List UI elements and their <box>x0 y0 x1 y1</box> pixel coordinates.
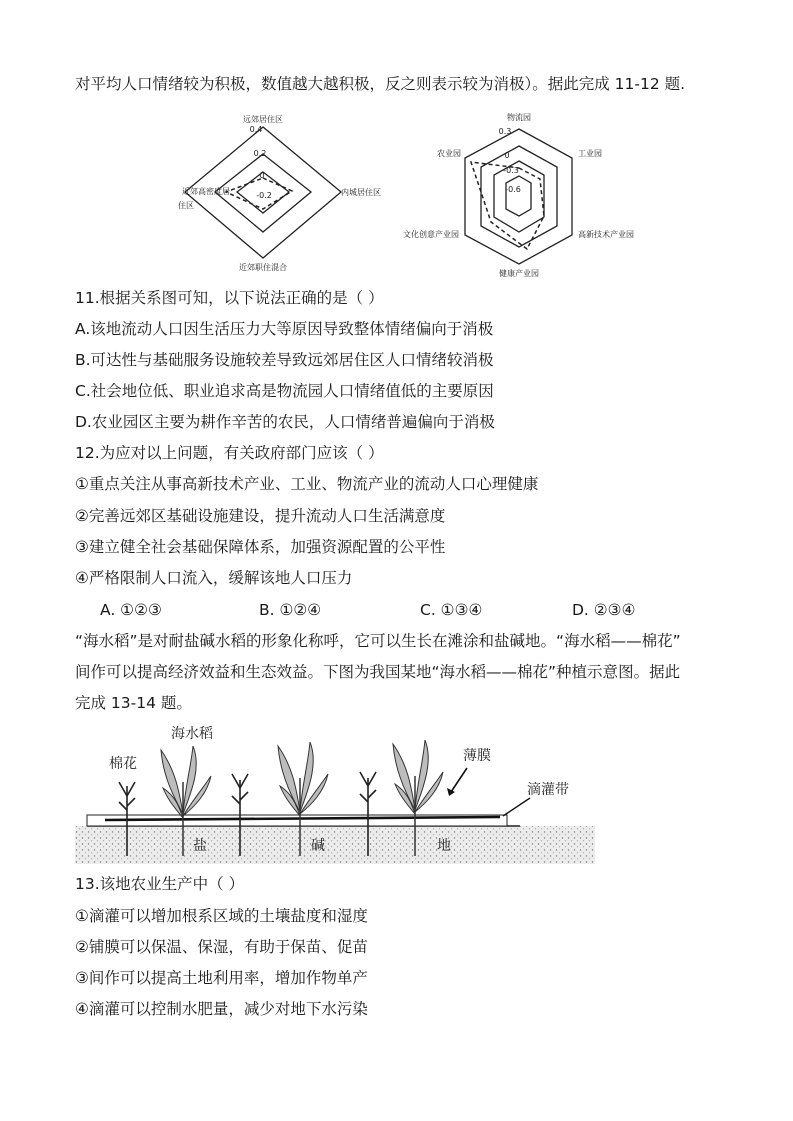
q12-choice-a: A. ①②③ <box>100 601 162 619</box>
q13-statement-4: ④滴灌可以控制水肥量，减少对地下水污染 <box>75 1000 368 1018</box>
tick-label: -0.2 <box>256 191 272 200</box>
label-soil-salt: 盐 <box>193 838 207 854</box>
axis-label-high-density-2: 住区 <box>178 201 194 210</box>
q13-statement-2: ②铺膜可以保温、保湿，有助于保苗、促苗 <box>75 938 368 956</box>
axis-label-industrial: 工业园 <box>578 149 602 158</box>
q11-option-b: B.可达性与基础服务设施较差导致远郊居住区人口情绪较消极 <box>75 351 494 369</box>
passage-line-3: 完成 13-14 题。 <box>75 694 192 712</box>
q11-option-a: A.该地流动人口因生活压力大等原因导致整体情绪偏向于消极 <box>75 320 494 338</box>
radar-ring-inner <box>506 176 531 216</box>
tick-label: 0 <box>259 171 265 180</box>
label-soil-alkali: 碱 <box>311 838 325 854</box>
axis-label-near-mixed: 近郊职住混合 <box>239 263 287 272</box>
radar-ring-3 <box>494 161 544 232</box>
tick-label: 0.2 <box>253 149 267 158</box>
q12-stem: 12.为应对以上问题，有关政府部门应该（ ） <box>75 444 384 462</box>
tick-label: 0.3 <box>498 127 512 136</box>
q11-option-c: C.社会地位低、职业追求高是物流园人口情绪值低的主要原因 <box>75 382 494 400</box>
q12-statement-4: ④严格限制人口流入，缓解该地人口压力 <box>75 569 353 587</box>
q11-option-d: D.农业园区主要为耕作辛苦的农民，人口情绪普遍偏向于消极 <box>75 413 495 431</box>
q12-choice-c: C. ①③④ <box>420 601 483 619</box>
q12-statement-2: ②完善远郊区基础设施建设，提升流动人口生活满意度 <box>75 507 446 525</box>
axis-label-high-density-1: 近郊高密度居 <box>182 187 230 196</box>
axis-label-agriculture: 农业园 <box>437 149 461 158</box>
axis-label-health: 健康产业园 <box>499 269 539 278</box>
film-pointer <box>451 768 467 792</box>
label-cotton: 棉花 <box>109 756 137 772</box>
tick-label: 0.4 <box>249 125 263 134</box>
tick-label: -0.3 <box>503 166 519 175</box>
label-drip-tape: 滴灌带 <box>527 782 569 798</box>
passage-line-2: 间作可以提高经济效益和生态效益。下图为我国某地“海水稻——棉花”种植示意图。据此 <box>75 663 681 681</box>
axis-label-hightech: 高新技术产业园 <box>578 230 634 239</box>
q12-choice-b: B. ①②④ <box>259 601 322 619</box>
label-film: 薄膜 <box>463 748 491 764</box>
radar-series-industrial <box>471 162 544 249</box>
q13-statement-3: ③间作可以提高土地利用率，增加作物单产 <box>75 969 368 987</box>
q12-statement-1: ①重点关注从事高新技术产业、工业、物流产业的流动人口心理健康 <box>75 475 539 493</box>
tick-label: 0 <box>504 151 510 160</box>
radar-chart-residential <box>150 112 400 278</box>
drip-pointer <box>503 798 530 816</box>
label-soil-land: 地 <box>437 838 451 854</box>
label-sea-rice: 海水稻 <box>171 726 213 742</box>
intro-line: 对平均人口情绪较为积极，数值越大越积极，反之则表示较为消极）。据此完成 11-12 题. <box>75 75 686 93</box>
planting-diagram <box>75 722 595 864</box>
q12-statement-3: ③建立健全社会基础保障体系，加强资源配置的公平性 <box>75 538 446 556</box>
axis-label-logistics: 物流园 <box>507 113 531 122</box>
q13-statement-1: ①滴灌可以增加根系区域的土壤盐度和湿度 <box>75 907 368 925</box>
q13-stem: 13.该地农业生产中（ ） <box>75 875 245 893</box>
axis-label-culture: 文化创意产业园 <box>403 230 459 239</box>
radar-chart-industrial <box>395 106 645 282</box>
q11-stem: 11.根据关系图可知，以下说法正确的是（ ） <box>75 289 384 307</box>
passage-line-1: “海水稻”是对耐盐碱水稻的形象化称呼，它可以生长在滩涂和盐碱地。“海水稻——棉花” <box>75 632 681 650</box>
axis-label-inner-city: 内城居住区 <box>341 188 381 197</box>
tick-label: -0.6 <box>505 185 521 194</box>
q12-choice-d: D. ②③④ <box>572 601 636 619</box>
axis-label-outer-suburb: 远郊居住区 <box>243 115 283 124</box>
